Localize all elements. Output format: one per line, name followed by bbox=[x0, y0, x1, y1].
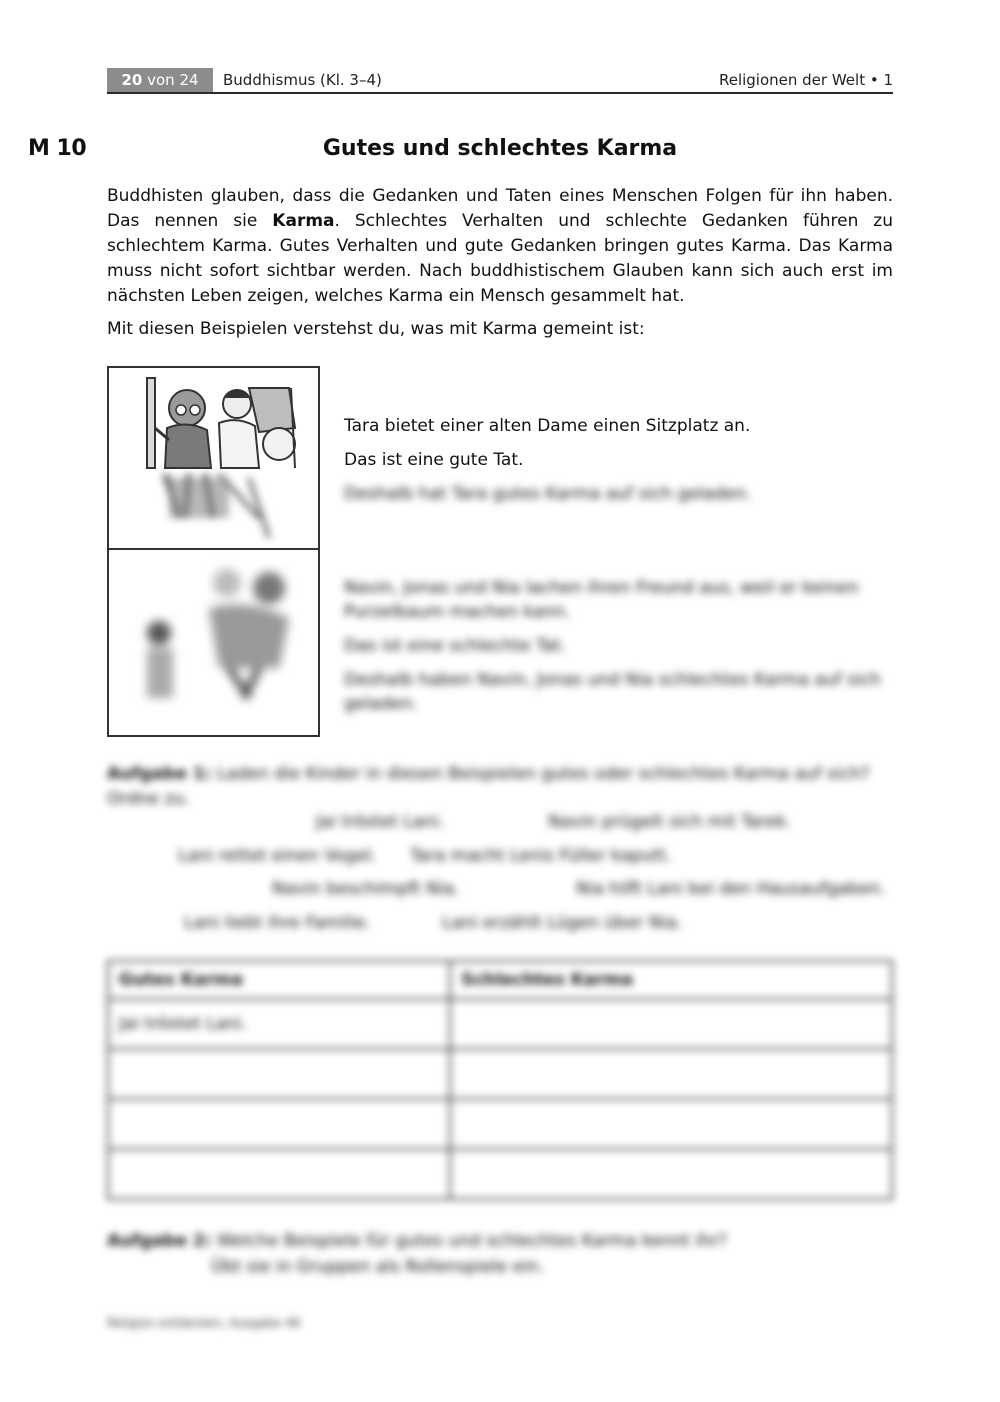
table-row bbox=[108, 999, 892, 1049]
table-cell[interactable] bbox=[450, 1099, 892, 1149]
phrase-item: Jai tröstet Lani. bbox=[316, 812, 445, 832]
phrase-item: Nia hilft Lani bei den Hausaufgaben. bbox=[576, 879, 886, 899]
table-cell[interactable] bbox=[450, 999, 892, 1049]
blurred-bus-scene-bottom bbox=[165, 474, 269, 538]
children-laughing-illustration bbox=[147, 569, 289, 698]
table-cell[interactable] bbox=[450, 1149, 892, 1199]
phrase-item: Navin prügelt sich mit Tarek. bbox=[548, 812, 792, 832]
table-cell[interactable] bbox=[108, 1149, 450, 1199]
bus-scene-illustration bbox=[109, 368, 318, 735]
task2-label: Aufgabe 2: bbox=[107, 1231, 212, 1251]
column-header-bad: Schlechtes Karma bbox=[450, 961, 892, 999]
phrase-item: Lani liebt ihre Familie. bbox=[184, 913, 371, 933]
task2-line1: Welche Beispiele für gutes und schlechtes Karma kennt ihr? bbox=[216, 1231, 727, 1251]
example1-line3: Deshalb hat Tara gutes Karma auf sich geladen. bbox=[344, 484, 752, 504]
example-bad-deed bbox=[344, 576, 884, 726]
task1-text: Laden die Kinder in diesen Beispielen gutes oder schlechtes Karma auf sich? Ordne zu. bbox=[107, 764, 870, 809]
table-row bbox=[108, 1099, 892, 1149]
phrase-item: Lani erzählt Lügen über Nia. bbox=[442, 913, 683, 933]
example2-line2: Das ist eine schlechte Tat. bbox=[344, 636, 567, 656]
page-total: 24 bbox=[179, 71, 199, 89]
column-header-good: Gutes Karma bbox=[108, 961, 450, 999]
worksheet-title: Gutes und schlechtes Karma bbox=[322, 136, 678, 161]
page-counter-badge bbox=[107, 68, 213, 92]
page-header bbox=[107, 68, 893, 94]
grandmother-figure bbox=[147, 378, 211, 468]
page-separator: von bbox=[147, 71, 175, 89]
example1-line2: Das ist eine gute Tat. bbox=[344, 450, 524, 470]
course-title: Buddhismus (Kl. 3–4) bbox=[223, 71, 382, 89]
example2-line1: Navin, Jonas und Nia lachen ihren Freund aus, weil er keinen Purzelbaum machen kann. bbox=[344, 578, 859, 622]
karma-sorting-table bbox=[107, 960, 893, 1200]
table-row bbox=[108, 1149, 892, 1199]
task1-label: Aufgabe 1: bbox=[107, 764, 212, 784]
intro-text-1: Buddhisten glauben, dass die Gedanken und Taten eines Menschen Folgen für ihn haben. Das nennen sie bbox=[107, 186, 893, 231]
table-row bbox=[108, 1049, 892, 1099]
series-title: Religionen der Welt • 1 bbox=[718, 71, 893, 89]
material-code: M 10 bbox=[28, 136, 87, 161]
example1-line1: Tara bietet einer alten Dame einen Sitzplatz an. bbox=[344, 416, 751, 436]
page-current: 20 bbox=[121, 71, 143, 89]
table-cell[interactable] bbox=[450, 1049, 892, 1099]
task2-line2: Übt sie in Gruppen als Rollenspiele ein. bbox=[211, 1257, 545, 1277]
intro-paragraph bbox=[107, 184, 893, 309]
table-cell[interactable]: Jai tröstet Lani. bbox=[108, 999, 450, 1049]
task2-instructions bbox=[107, 1228, 907, 1280]
examples-lead: Mit diesen Beispielen verstehst du, was mit Karma gemeint ist: bbox=[107, 319, 645, 339]
phrase-item: Tara macht Lenis Füller kaputt. bbox=[410, 846, 672, 866]
task1-instructions bbox=[107, 762, 907, 812]
example-good-deed bbox=[344, 414, 884, 516]
table-cell[interactable] bbox=[108, 1049, 450, 1099]
table-header-row bbox=[108, 961, 892, 999]
table-cell[interactable] bbox=[108, 1099, 450, 1149]
illustration-frame bbox=[107, 366, 320, 737]
phrase-item: Lani rettet einen Vogel. bbox=[178, 846, 377, 866]
example2-line3: Deshalb haben Navin, Jonas und Nia schlechtes Karma auf sich geladen. bbox=[344, 670, 881, 714]
intro-keyword: Karma bbox=[272, 211, 335, 231]
intro-text-2: . Schlechtes Verhalten und schlechte Gedanken führen zu schlechtem Karma. Gutes Verhalten und gute Gedanken bringen gutes Karma. Das Karma muss nicht sofort sichtbar werden. Nach buddhistischem Glauben kann sich auch erst im nächsten Leben zeigen, welches Karma ein Mensch gesammelt hat. bbox=[107, 211, 893, 306]
page-footer: Religion entdecken, Ausgabe 48 bbox=[107, 1316, 301, 1330]
phrase-item: Navin beschimpft Nia. bbox=[272, 879, 460, 899]
